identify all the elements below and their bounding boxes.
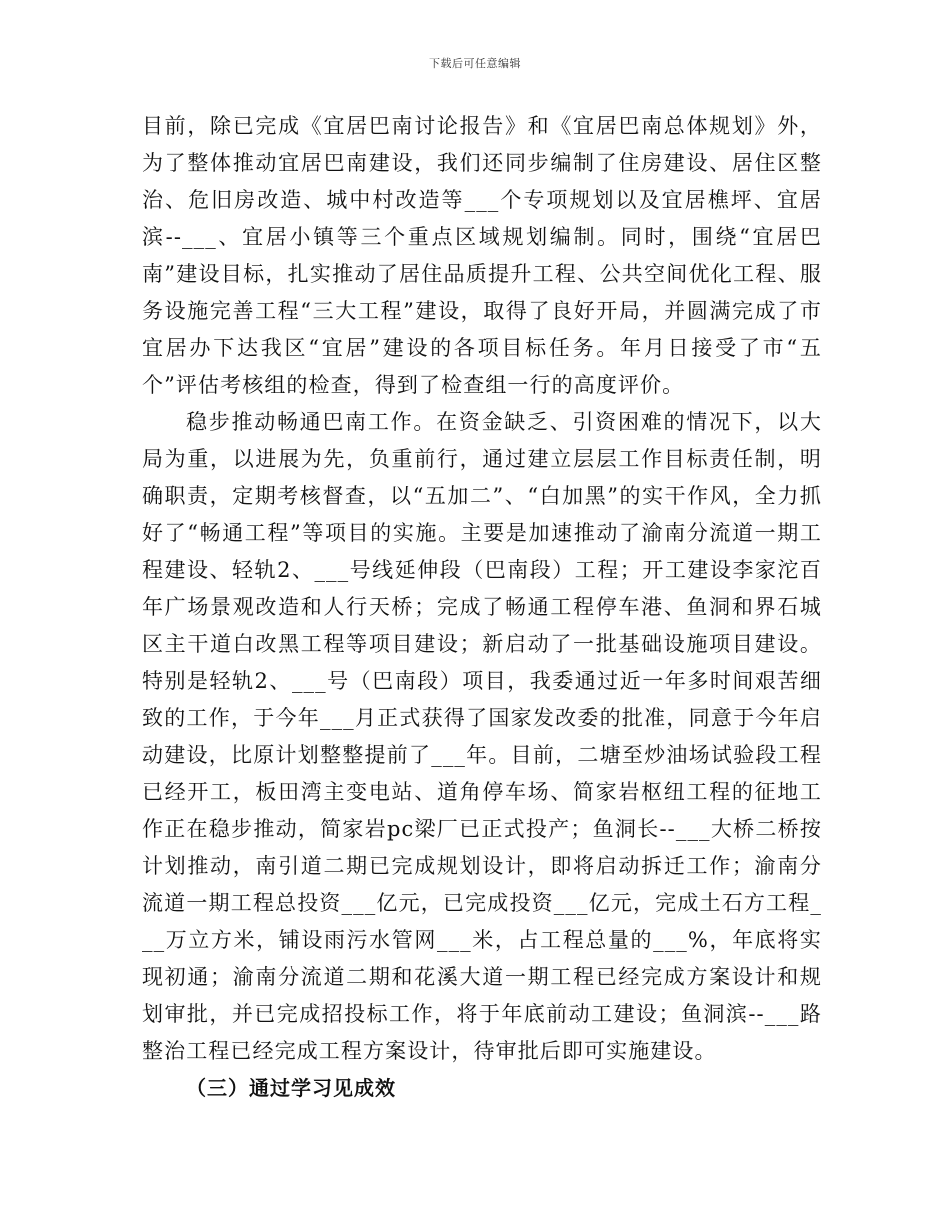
paragraph-smooth-banan: 稳步推动畅通巴南工作。在资金缺乏、引资困难的情况下，以大局为重，以进展为先，负重前行，通过建立层层工作目标责任制，明确职责，定期考核督查，以“五加二”、“白加黑”的实干作风，全力抓好了“畅通工程”等项目的实施。主要是加速推动了渝南分流道一期工程建设、轻轨2、___号线延伸段（巴南段）工程；开工建设李家沱百年广场景观改造和人行天桥；完成了畅通工程停车港、鱼洞和界石城区主干道白改黑工程等项目建设；新启动了一批基础设施项目建设。特别是轻轨2、___号（巴南段）项目，我委通过近一年多时间艰苦细致的工作，于今年___月正式获得了国家发改委的批准，同意于今年启动建设，比原计划整整提前了___年。目前，二塘至炒油场试验段工程已经开工，板田湾主变电站、道角停车场、简家岩枢纽工程的征地工作正在稳步推动，简家岩pc梁厂已正式投产；鱼洞长--___大桥二桥按计划推动，南引道二期已完成规划设计，即将启动拆迁工作；渝南分流道一期工程总投资___亿元，已完成投资___亿元，完成土石方工程___万立方米，铺设雨污水管网___米，占工程总量的___%，年底将实现初通；渝南分流道二期和花溪大道一期工程已经完成方案设计和规划审批，并已完成招投标工作，将于年底前动工建设；鱼洞滨--___路整治工程已经完成工程方案设计，待审批后即可实施建设。 <box>142 410 822 1063</box>
document-body <box>142 108 822 1107</box>
paragraph-livable-banan: 目前，除已完成《宜居巴南讨论报告》和《宜居巴南总体规划》外，为了整体推动宜居巴南建设，我们还同步编制了住房建设、居住区整治、危旧房改造、城中村改造等___个专项规划以及宜居樵坪、宜居滨--___、宜居小镇等三个重点区域规划编制。同时，围绕“宜居巴南”建设目标，扎实推动了居住品质提升工程、公共空间优化工程、服务设施完善工程“三大工程”建设，取得了良好开局，并圆满完成了市宜居办下达我区“宜居”建设的各项目标任务。年月日接受了市“五个”评估考核组的检查，得到了检查组一行的高度评价。 <box>142 114 822 397</box>
section-heading: （三）通过学习见成效 <box>186 1076 396 1100</box>
page-header: 下载后可任意编辑 <box>429 57 521 70</box>
